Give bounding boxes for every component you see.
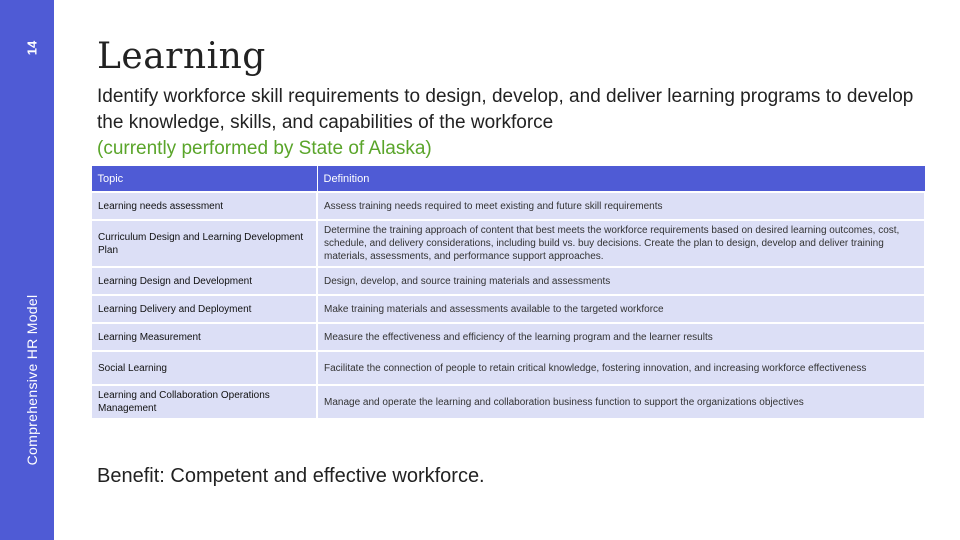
topic-cell: Curriculum Design and Learning Development Plan: [91, 220, 317, 267]
definition-cell: Manage and operate the learning and collaboration business function to support the organizations objectives: [317, 385, 925, 419]
table-row: [91, 351, 925, 385]
benefit-statement: Benefit: Competent and effective workforce.: [97, 465, 485, 487]
table-row: [91, 295, 925, 323]
definition-cell: Measure the effectiveness and efficiency of the learning program and the learner results: [317, 323, 925, 351]
definition-cell: Determine the training approach of content that best meets the workforce requirements based on desired learning outcomes, cost, schedule, and delivery considerations, including build vs. buy decisions. Create the plan to design, develop and deliver training materials, assessments, and performance support approaches.: [317, 220, 925, 267]
intro-note: (currently performed by State of Alaska): [97, 138, 432, 159]
table-header-row: [91, 166, 925, 193]
sidebar: [0, 0, 54, 540]
header-topic: Topic: [91, 166, 317, 193]
intro-paragraph: [97, 84, 927, 162]
definition-cell: Assess training needs required to meet existing and future skill requirements: [317, 192, 925, 220]
page-number: 14: [24, 40, 40, 56]
table-row: [91, 267, 925, 295]
topic-cell: Learning and Collaboration Operations Management: [91, 385, 317, 419]
definition-cell: Facilitate the connection of people to retain critical knowledge, fostering innovation, and increasing workforce effectiveness: [317, 351, 925, 385]
table-row: [91, 192, 925, 220]
intro-text: Identify workforce skill requirements to design, develop, and deliver learning programs to develop the knowledge, skills, and capabilities of the workforce: [97, 86, 914, 133]
topic-cell: Learning Measurement: [91, 323, 317, 351]
topic-cell: Learning Delivery and Deployment: [91, 295, 317, 323]
table-row: [91, 385, 925, 419]
table-row: [91, 323, 925, 351]
topic-cell: Learning Design and Development: [91, 267, 317, 295]
table-row: [91, 220, 925, 267]
slide-title: Learning: [97, 36, 266, 77]
sidebar-caption: Comprehensive HR Model: [24, 294, 40, 466]
topic-cell: Learning needs assessment: [91, 192, 317, 220]
topics-table: [90, 165, 926, 420]
topic-cell: Social Learning: [91, 351, 317, 385]
definition-cell: Design, develop, and source training materials and assessments: [317, 267, 925, 295]
header-definition: Definition: [317, 166, 925, 193]
definition-cell: Make training materials and assessments available to the targeted workforce: [317, 295, 925, 323]
